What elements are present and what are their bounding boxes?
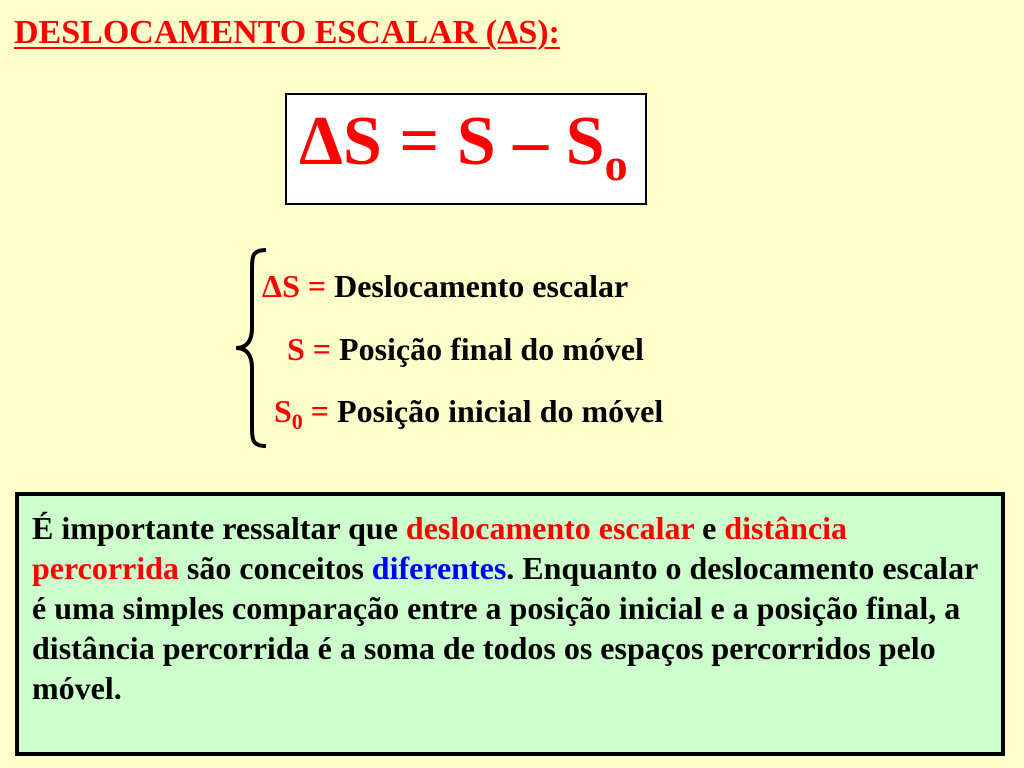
formula — [299, 103, 628, 190]
term-deslocamento-escalar: deslocamento escalar — [405, 510, 695, 546]
term-distancia-percorrida: distância percorrida — [32, 510, 848, 586]
formula-subscript: o — [604, 139, 628, 190]
formula-main: ΔS = S – S — [299, 103, 605, 180]
term-diferentes: diferentes — [371, 550, 507, 586]
definition-symbol: ΔS = — [262, 268, 327, 304]
definition-subscript: 0 — [291, 409, 303, 434]
definition-s — [287, 333, 644, 365]
page-title: DESLOCAMENTO ESCALAR (ΔS): — [14, 14, 560, 51]
formula-box — [285, 93, 647, 205]
definition-text: Posição final do móvel — [339, 331, 644, 367]
definition-symbol: S = — [287, 331, 332, 367]
definition-s0 — [274, 393, 664, 434]
definition-delta-s — [262, 270, 628, 302]
definition-text: Deslocamento escalar — [334, 268, 629, 304]
note-box — [15, 492, 1005, 756]
definition-symbol: $S_0$ = — [274, 393, 330, 434]
definition-text: Posição inicial do móvel — [337, 393, 664, 429]
note-paragraph: É importante ressaltar que deslocamento escalar e distância percorrida são conceitos diferentes. Enquanto o deslocamento escalar é uma simples comparação entre a posição inicial e a posição final, a distância percorrida é a soma de todos os espaços percorridos pelo móvel. — [32, 510, 978, 706]
